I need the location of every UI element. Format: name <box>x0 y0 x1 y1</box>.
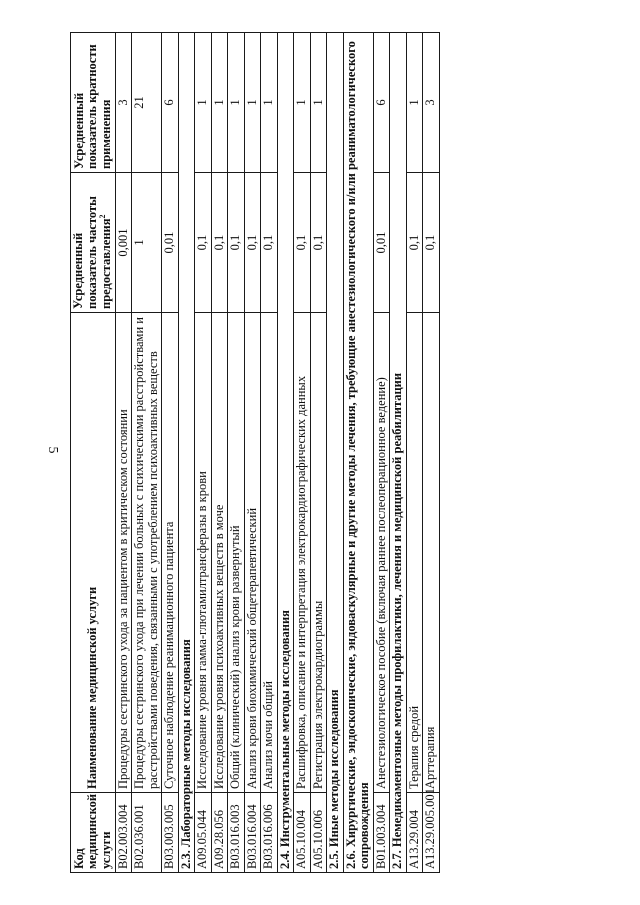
service-name-cell: Общий (клинический) анализ крови развернутый <box>228 313 245 793</box>
section-row <box>327 33 344 873</box>
frequency-cell: 1 <box>132 173 162 313</box>
service-code-cell: A13.29.005.001 <box>423 793 440 873</box>
service-name-cell: Расшифровка, описание и интерпретация электрокардиографических данных <box>294 313 311 793</box>
table-body <box>115 33 439 873</box>
service-code-cell: B03.016.004 <box>244 793 261 873</box>
multiplicity-cell: 1 <box>244 33 261 173</box>
service-name-cell: Анализ мочи общий <box>261 313 278 793</box>
section-title: 2.7. Немедикаментозные методы профилактики, лечения и медицинской реабилитации <box>390 33 407 873</box>
header-name: Наименование медицинской услуги <box>71 313 116 793</box>
table-row <box>373 33 390 873</box>
table-header-row <box>71 33 116 873</box>
table-row <box>423 33 440 873</box>
frequency-cell: 0,1 <box>228 173 245 313</box>
section-title: 2.3. Лабораторные методы исследования <box>178 33 195 873</box>
frequency-cell: 0,1 <box>294 173 311 313</box>
multiplicity-cell: 1 <box>261 33 278 173</box>
multiplicity-cell: 21 <box>132 33 162 173</box>
service-code-cell: B03.016.006 <box>261 793 278 873</box>
frequency-footnote-mark: 2 <box>98 214 107 219</box>
service-code-cell: A09.28.056 <box>211 793 228 873</box>
multiplicity-cell: 3 <box>423 33 440 173</box>
frequency-cell: 0,1 <box>244 173 261 313</box>
service-name-cell: Анализ крови биохимический общетерапевтический <box>244 313 261 793</box>
header-multiplicity: Усредненный показатель кратности применения <box>71 33 116 173</box>
frequency-cell: 0,001 <box>115 173 132 313</box>
frequency-cell: 0,1 <box>261 173 278 313</box>
frequency-cell: 0,1 <box>195 173 212 313</box>
service-code-cell: A13.29.004 <box>406 793 423 873</box>
section-title: 2.4. Инструментальные методы исследования <box>277 33 294 873</box>
table-row <box>406 33 423 873</box>
multiplicity-cell: 1 <box>228 33 245 173</box>
multiplicity-cell: 3 <box>115 33 132 173</box>
frequency-cell: 0,1 <box>406 173 423 313</box>
table-row <box>162 33 179 873</box>
header-code: Код медицинской услуги <box>71 793 116 873</box>
service-code-cell: B02.036.001 <box>132 793 162 873</box>
table-row <box>195 33 212 873</box>
service-name-cell: Регистрация электрокардиограммы <box>310 313 327 793</box>
service-code-cell: A05.10.004 <box>294 793 311 873</box>
table-row <box>261 33 278 873</box>
service-name-cell: Процедуры сестринского ухода при лечении больных с психическими расстройствами и расстройствами поведения, связанными с употреблением психоактивных веществ <box>132 313 162 793</box>
section-row <box>178 33 195 873</box>
table-row <box>294 33 311 873</box>
table-row <box>211 33 228 873</box>
multiplicity-cell: 1 <box>310 33 327 173</box>
service-code-cell: B03.016.003 <box>228 793 245 873</box>
service-name-cell: Суточное наблюдение реанимационного пациента <box>162 313 179 793</box>
section-title: 2.6. Хирургические, эндоскопические, эндоваскулярные и другие методы лечения, требующие анестезиологического и/или реаниматологического сопровождения <box>343 33 373 873</box>
header-frequency: Усредненный показатель частоты предоставления$^2$ <box>71 173 116 313</box>
service-code-cell: B01.003.004 <box>373 793 390 873</box>
multiplicity-cell: 1 <box>195 33 212 173</box>
rotated-table-container <box>70 33 580 873</box>
section-row <box>277 33 294 873</box>
multiplicity-cell: 6 <box>373 33 390 173</box>
table-row <box>115 33 132 873</box>
service-code-cell: B03.003.005 <box>162 793 179 873</box>
service-name-cell: Терапия средой <box>406 313 423 793</box>
table-row <box>228 33 245 873</box>
service-name-cell: Исследование уровня психоактивных веществ в моче <box>211 313 228 793</box>
frequency-cell: 0,01 <box>162 173 179 313</box>
section-row <box>343 33 373 873</box>
service-code-cell: A05.10.006 <box>310 793 327 873</box>
service-code-cell: B02.003.004 <box>115 793 132 873</box>
section-row <box>390 33 407 873</box>
service-name-cell: Процедуры сестринского ухода за пациентом в критическом состоянии <box>115 313 132 793</box>
service-code-cell: A09.05.044 <box>195 793 212 873</box>
service-name-cell: Анестезиологическое пособие (включая раннее послеоперационное ведение) <box>373 313 390 793</box>
table-row <box>132 33 162 873</box>
frequency-cell: 0,1 <box>211 173 228 313</box>
frequency-cell: 0,01 <box>373 173 390 313</box>
service-name-cell: Исследование уровня гамма-глютамилтрансферазы в крови <box>195 313 212 793</box>
service-name-cell: Арттерапия <box>423 313 440 793</box>
page-number: 5 <box>45 446 60 454</box>
multiplicity-cell: 1 <box>294 33 311 173</box>
multiplicity-cell: 1 <box>406 33 423 173</box>
multiplicity-cell: 6 <box>162 33 179 173</box>
table-row <box>244 33 261 873</box>
medical-services-table <box>70 32 440 873</box>
frequency-cell: 0,1 <box>310 173 327 313</box>
frequency-cell: 0,1 <box>423 173 440 313</box>
multiplicity-cell: 1 <box>211 33 228 173</box>
section-title: 2.5. Иные методы исследования <box>327 33 344 873</box>
table-row <box>310 33 327 873</box>
